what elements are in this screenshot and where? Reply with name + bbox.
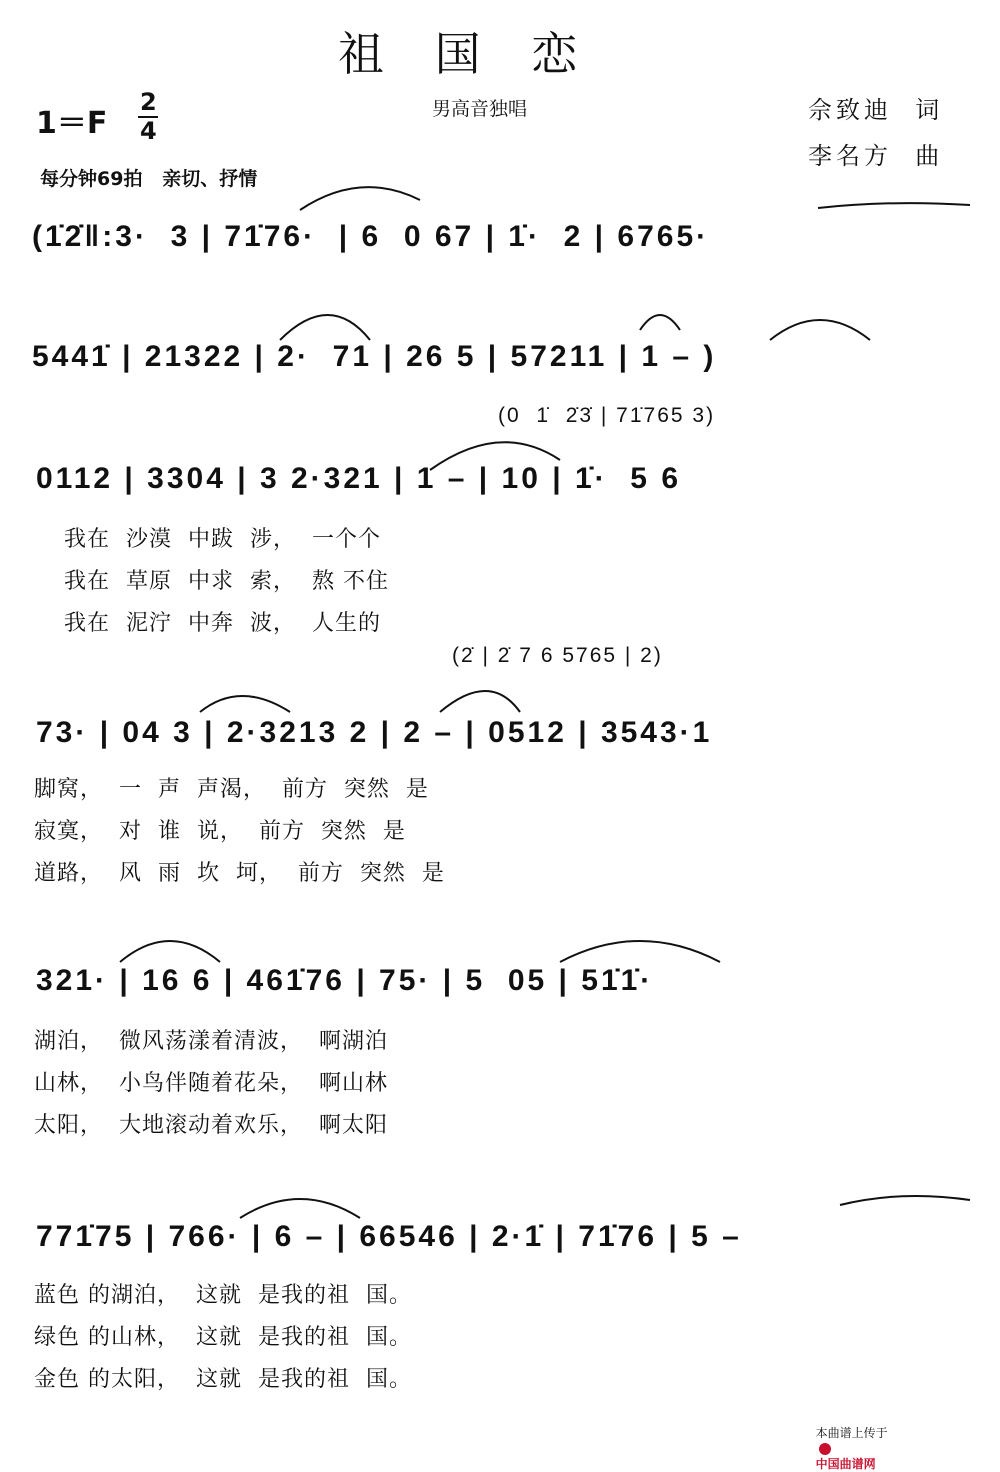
slur-1 (300, 187, 420, 210)
score-line-5: 321· | 16 6 | 461̇76 | 75· | 5 05 | 51̇1̇· (36, 964, 654, 997)
lyrics-line-6-verse-1: 蓝色 的湖泊， 这就 是我的祖 国。 (34, 1283, 412, 1308)
time-signature-bottom: 4 (140, 117, 157, 145)
interlude-1: (0 1̇ 2̇3̇ | 71̇765 3) (498, 404, 716, 427)
slur-4 (640, 315, 680, 330)
slur-3 (280, 315, 370, 340)
lyrics-line-3-verse-2: 我在 草原 中求 索， 熬 不住 (64, 569, 389, 594)
slur-12 (840, 1196, 970, 1205)
lyrics-line-4-verse-2: 寂寞， 对 谁 说， 前方 突然 是 (34, 819, 406, 844)
lyrics-line-5-verse-2: 山林， 小鸟伴随着花朵， 啊山林 (34, 1071, 388, 1096)
slur-8 (440, 691, 520, 712)
score-line-1: (1̇2̇‖:3· 3 | 71̇76· | 6 0 67 | 1̇· 2 | 6765· (32, 220, 710, 253)
tempo-marking: 每分钟69拍 亲切、抒情 (40, 168, 258, 190)
song-title: 祖 国 恋 (338, 27, 596, 81)
score-line-4: 73· | 04 3 | 2·3213 2 | 2 – | 0512 | 3543·1 (36, 716, 713, 749)
lyricist-credit: 佘致迪 词 (808, 96, 944, 124)
slur-6 (430, 442, 560, 470)
lyrics-line-4-verse-3: 道路， 风 雨 坎 坷， 前方 突然 是 (34, 861, 445, 886)
footer-site-name: 中国曲谱网 (815, 1457, 876, 1471)
lyrics-line-6-verse-3: 金色 的太阳， 这就 是我的祖 国。 (34, 1367, 412, 1392)
interlude-2: (2̇ | 2̇ 7 6 5765 | 2) (452, 644, 663, 667)
lyrics-line-5-verse-1: 湖泊， 微风荡漾着清波， 啊湖泊 (34, 1029, 388, 1054)
slur-5 (770, 320, 870, 340)
slur-11 (240, 1199, 360, 1218)
slur-2 (818, 203, 970, 208)
site-logo-icon (819, 1443, 831, 1455)
performance-note: 男高音独唱 (432, 98, 528, 120)
time-signature-top: 2 (140, 88, 157, 116)
lyrics-line-3-verse-3: 我在 泥泞 中奔 波， 人生的 (64, 611, 381, 636)
composer-credit: 李名方 曲 (808, 142, 944, 170)
slur-10 (560, 941, 720, 962)
key-signature: 1＝F (36, 106, 108, 141)
slur-9 (120, 941, 220, 962)
score-line-3: 0112 | 3304 | 3 2·321 | 1 – | 10 | 1̇· 5 6 (36, 462, 682, 495)
score-line-6: 771̇75 | 766· | 6 – | 66546 | 2·1̇ | 71̇76 | 5 – (36, 1220, 742, 1253)
footer-uploaded-label: 本曲谱上传于 (815, 1426, 888, 1440)
footer-credit (808, 1410, 888, 1472)
lyrics-line-4-verse-1: 脚窝， 一 声 声渴， 前方 突然 是 (34, 777, 429, 802)
lyrics-line-3-verse-1: 我在 沙漠 中跋 涉， 一个个 (64, 527, 381, 552)
lyrics-line-5-verse-3: 太阳， 大地滚动着欢乐， 啊太阳 (34, 1113, 388, 1138)
score-line-2: 5441̇ | 21322 | 2· 71 | 26 5 | 57211 | 1 – ) (32, 340, 717, 373)
slur-7 (200, 696, 290, 712)
lyrics-line-6-verse-2: 绿色 的山林， 这就 是我的祖 国。 (34, 1325, 412, 1350)
